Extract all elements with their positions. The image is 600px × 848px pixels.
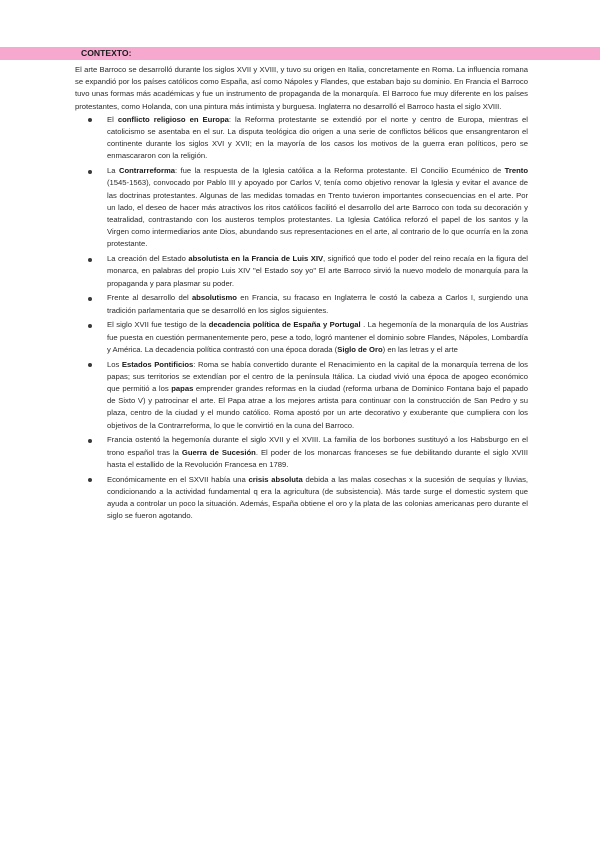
bullet-contrarreforma: La Contrarreforma: fue la respuesta de la Iglesia católica a la Reforma protestante. El Concilio Ecuménico de Trento (1545-1563), convocado por Pablo III y apoyado por Carlos V, tenía como objetivo renovar la Iglesia y evitar el avance de las doctrinas protestantes. Algunas de las medidas tomadas en Trento tuvieron importantes consecuencias en el arte. Por un lado, el deseo de hacer más atractivos los ritos católicos facilitó el desarrollo del arte Barroco con toda su decoración y teatralidad, contrastando con los austeros templos protestantes. La Iglesia Católica reforzó el papel de los santos y la Virgen como intermediarios ante Dios, abundando sus representaciones en el arte, al contrario de lo que ocurría en la zona protestante.: [75, 165, 528, 250]
bullet-inglaterra: Frente al desarrollo del absolutismo en Francia, su fracaso en Inglaterra le costó la cabeza a Carlos I, surgiendo una tradición parlamentaria que se desarrolló en los siglos siguientes.: [75, 292, 528, 316]
bullet-francia-hegemonia: Francia ostentó la hegemonía durante el siglo XVII y el XVIII. La familia de los borbones sustituyó a los Habsburgo en el trono español tras la Guerra de Sucesión. El poder de los monarcas franceses se fue debilitando durante el siglo XVIII hasta el estallido de la Revolución Francesa en 1789.: [75, 434, 528, 471]
document-body: [75, 64, 528, 525]
intro-paragraph: El arte Barroco se desarrolló durante los siglos XVII y XVIII, y tuvo su origen en Italia, concretamente en Roma. La influencia romana se expandió por los países católicos como España, así como Nápoles y Flandes, que estaban bajo su dominio. En Francia el Barroco tuvo unas formas más académicas y fue un instrumento de propaganda de la monarquía. El Barroco fue muy diferente en los países protestantes, como Holanda, con una pintura más intimista y burguesa. Inglaterra no desarrolló el Barroco hasta el siglo XVIII.: [75, 65, 528, 111]
bullet-conflicto-religioso: El conflicto religioso en Europa: la Reforma protestante se extendió por el norte y centro de Europa, mientras el catolicismo se asentaba en el sur. La disputa teológica dio origen a una serie de conflictos bélicos que ensangrentaron el continente durante los siglos XVI y XVII; en la mayoría de los casos los motivos de la guerra eran políticos, pero se enmascararon con la religión.: [75, 114, 528, 163]
bullet-absolutismo-francia: La creación del Estado absolutista en la Francia de Luis XIV, significó que todo el poder del reino recaía en la figura del monarca, en palabras del propio Luis XIV "el Estado soy yo" El arte Barroco sirvió la nuevo modelo de monarquía para la propaganda y para plasmar su poder.: [75, 253, 528, 290]
bullet-decadencia-espana: El siglo XVII fue testigo de la decadencia política de España y Portugal . La hegemonía de la monarquía de los Austrias fue puesta en cuestión permanentemente pero, pese a todo, logró mantener el dominio sobre Flandes, Nápoles, Lombardía y América. La decadencia política contrastó con una época dorada (Siglo de Oro) en las letras y el arte: [75, 319, 528, 356]
bullet-crisis-economica: Económicamente en el SXVII había una crisis absoluta debida a las malas cosechas x la sucesión de sequías y lluvias, condicionando a la actividad fundamental q era la agricultura (de subsistencia). Más tarde surge el domestic system que ayuda a controlar un poco la situación. Además, España obtiene el oro y la plata de las colonias americanas pero durante el siglo se fueron agotando.: [75, 474, 528, 523]
bullet-estados-pontificios: Los Estados Pontificios: Roma se había convertido durante el Renacimiento en la capital de la monarquía terrena de los papas; sus territorios se extendían por el centro de la península Itálica. La ciudad vivió una época de apogeo económico que permitió a los papas emprender grandes reformas en la ciudad (reforma urbana de Dominico Fontana bajo el papado de Sixto V) y patrocinar el arte. El Papa atrae a los mejores artista para continuar con la construcción de San Pedro y su plaza, centro de la ciudad y el mundo católico. Roma apostó por un arte decorativo y exuberante que cumpliera con los objetivos de la Contrarreforma, lo que le convirtió en la cuna del Barroco.: [75, 359, 528, 432]
section-title: CONTEXTO:: [81, 48, 132, 58]
context-bullet-list: [75, 114, 528, 523]
